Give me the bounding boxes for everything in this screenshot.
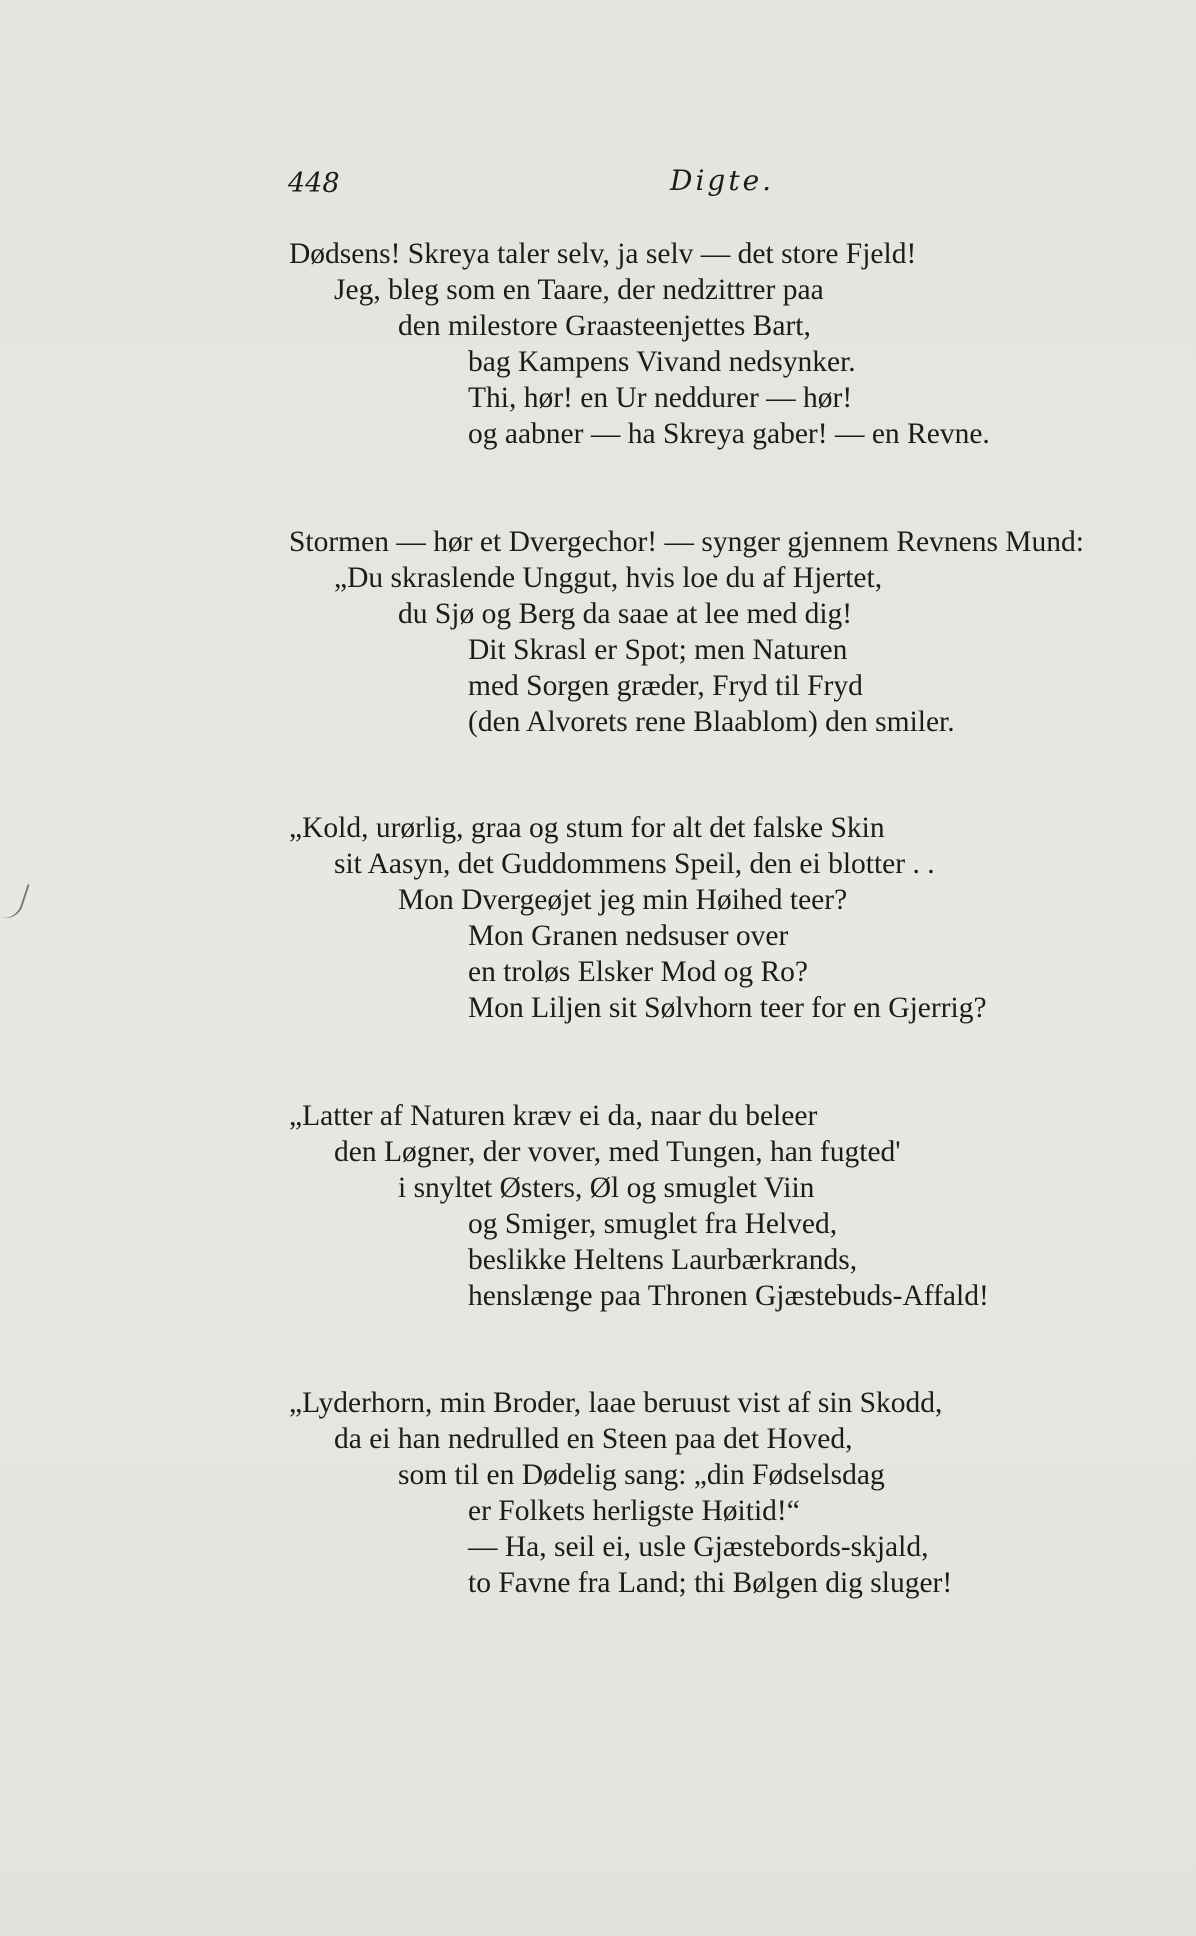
poem-line: Jeg, bleg som en Taare, der nedzittrer paa: [334, 274, 824, 306]
poem-line: „Du skraslende Unggut, hvis loe du af Hjertet,: [334, 562, 883, 594]
poem-line: Mon Liljen sit Sølvhorn teer for en Gjerrig?: [468, 992, 987, 1024]
poem-line: „Latter af Naturen kræv ei da, naar du beleer: [289, 1100, 818, 1132]
poem-line: bag Kampens Vivand nedsynker.: [468, 346, 856, 378]
poem-line: en troløs Elsker Mod og Ro?: [468, 956, 809, 988]
poem-line: som til en Dødelig sang: „din Fødselsdag: [398, 1459, 885, 1491]
poem-line: den milestore Graasteenjettes Bart,: [398, 310, 811, 342]
poem-line: — Ha, seil ei, usle Gjæstebords-skjald,: [468, 1531, 929, 1563]
poem-line: „Lyderhorn, min Broder, laae beruust vist af sin Skodd,: [289, 1387, 943, 1419]
poem-line: henslænge paa Thronen Gjæstebuds-Affald!: [468, 1280, 989, 1312]
poem-line: og aabner — ha Skreya gaber! — en Revne.: [468, 418, 990, 450]
poem-line: (den Alvorets rene Blaablom) den smiler.: [468, 706, 955, 738]
poem-line: to Favne fra Land; thi Bølgen dig sluger!: [468, 1567, 953, 1599]
poem-line: Mon Granen nedsuser over: [468, 920, 789, 952]
poem-line: Thi, hør! en Ur neddurer — hør!: [468, 382, 853, 414]
poem-line: med Sorgen græder, Fryd til Fryd: [468, 670, 863, 702]
running-head: Digte.: [670, 164, 775, 197]
poem-line: den Løgner, der vover, med Tungen, han fugted': [334, 1136, 901, 1168]
poem-line: beslikke Heltens Laurbærkrands,: [468, 1244, 858, 1276]
poem-line: „Kold, urørlig, graa og stum for alt det falske Skin: [289, 812, 885, 844]
poem-line: Dit Skrasl er Spot; men Naturen: [468, 634, 848, 666]
poem-line: er Folkets herligste Høitid!“: [468, 1495, 800, 1527]
page-number: 448: [288, 168, 340, 199]
poem-line: du Sjø og Berg da saae at lee med dig!: [398, 598, 853, 630]
poem-line: Mon Dvergeøjet jeg min Høihed teer?: [398, 884, 848, 916]
poem-line: da ei han nedrulled en Steen paa det Hoved,: [334, 1423, 853, 1455]
poem-line: og Smiger, smuglet fra Helved,: [468, 1208, 838, 1240]
poem-line: Stormen — hør et Dvergechor! — synger gjennem Revnens Mund:: [289, 526, 1084, 558]
poem-line: sit Aasyn, det Guddommens Speil, den ei blotter . .: [334, 848, 935, 880]
poem-line: i snyltet Østers, Øl og smuglet Viin: [398, 1172, 815, 1204]
page-edge-mark: [0, 877, 30, 922]
poem-line: Dødsens! Skreya taler selv, ja selv — det store Fjeld!: [289, 238, 917, 270]
